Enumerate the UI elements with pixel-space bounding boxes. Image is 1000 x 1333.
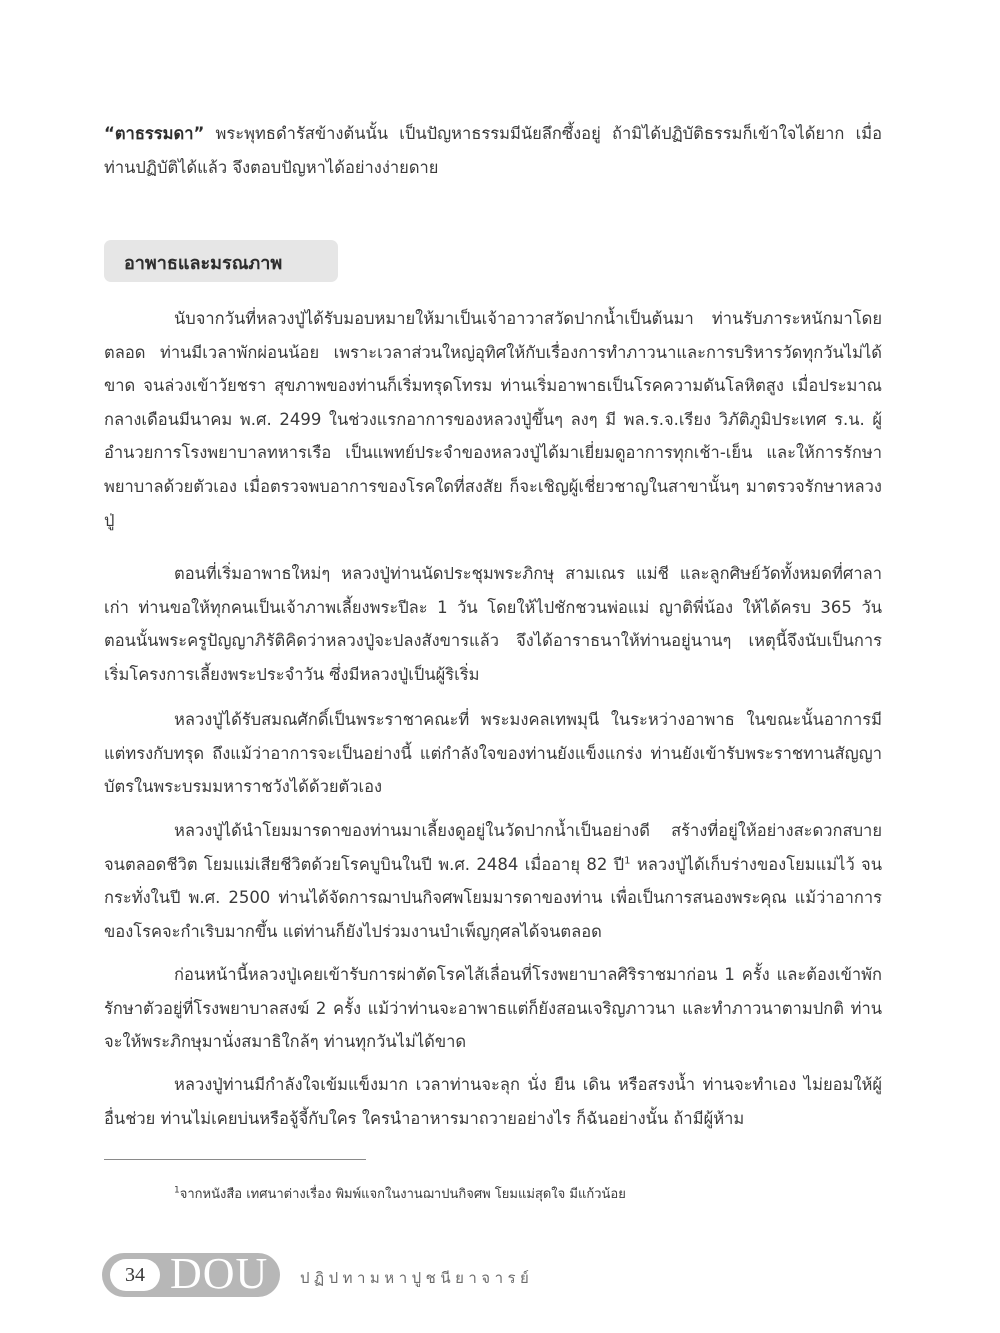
paragraph-1: นับจากวันที่หลวงปู่ได้รับมอบหมายให้มาเป็นเจ้าอาวาสวัดปากน้ำเป็นต้นมา ท่านรับภาระหนักมาโดยตลอด ท่านมีเวลาพักผ่อนน้อย เพราะเวลาส่วนใหญ่อุทิศให้กับเรื่องการทำภาวนาและการบริหารวัดทุกวันไม่ได้ขาด จนล่วงเข้าวัยชรา สุขภาพของท่านก็เริ่มทรุดโทรม ท่านเริ่มอาพาธเป็นโรคความดันโลหิตสูง เมื่อประมาณกลางเดือนมีนาคม พ.ศ. 2499 ในช่วงแรกอาการของหลวงปู่ขึ้นๆ ลงๆ มี พล.ร.จ.เรียง วิภัติภูมิประเทศ ร.น. ผู้อำนวยการโรงพยาบาลทหารเรือ เป็นแพทย์ประจำของหลวงปู่ได้มาเยี่ยมดูอาการทุกเช้า-เย็น และให้การรักษาพยาบาลด้วยตัวเอง เมื่อตรวจพบอาการของโรคใดที่สงสัย ก็จะเชิญผู้เชี่ยวชาญในสาขานั้นๆ มาตรวจรักษาหลวงปู่ (104, 309, 882, 530)
paragraph-3: หลวงปู่ได้รับสมณศักดิ์เป็นพระราชาคณะที่ พระมงคลเทพมุนี ในระหว่างอาพาธ ในขณะนั้นอาการมีแต่ทรงกับทรุด ถึงแม้ว่าอาการจะเป็นอย่างนี้ แต่กำลังใจของท่านยังแข็งแกร่ง ท่านยังเข้ารับพระราชทานสัญญาบัตรในพระบรมมหาราชวังได้ด้วยตัวเอง (104, 710, 882, 797)
footnote-text: จากหนังสือ เทศนาต่างเรื่อง พิมพ์แจกในงานฌาปนกิจศพ โยมแม่สุดใจ มีแก้วน้อย (179, 1187, 626, 1202)
footnote (174, 1183, 626, 1204)
book-title: ปฏิปทามหาปูชนียาจารย์ (300, 1269, 534, 1287)
page-number: 34 (110, 1259, 160, 1291)
paragraph-4 (104, 814, 882, 948)
paragraph-2: ตอนที่เริ่มอาพาธใหม่ๆ หลวงปู่ท่านนัดประชุมพระภิกษุ สามเณร แม่ชี และลูกศิษย์วัดทั้งหมดที่ศาลาเก่า ท่านขอให้ทุกคนเป็นเจ้าภาพเลี้ยงพระปีละ 1 วัน โดยให้ไปชักชวนพ่อแม่ ญาติพี่น้อง ให้ได้ครบ 365 วัน ตอนนั้นพระครูปัญญาภิรัติคิดว่าหลวงปู่จะปลงสังขารแล้ว จึงได้อาราธนาให้ท่านอยู่นานๆ เหตุนี้จึงนับเป็นการเริ่มโครงการเลี้ยงพระประจำวัน ซึ่งมีหลวงปู่เป็นผู้ริเริ่ม (104, 564, 882, 684)
paragraph-4-text-b: หลวงปู่ได้เก็บร่างของโยมแม่ไว้ จนกระทั่งในปี พ.ศ. 2500 ท่านได้จัดการฌาปนกิจศพโยมมารดาของท่าน เพื่อเป็นการสนองพระคุณ แม้ว่าอาการของโรคจะกำเริบมากขึ้น แต่ท่านก็ยังไปร่วมงานบำเพ็ญกุศลได้จนตลอด (104, 854, 883, 941)
footnote-divider (104, 1159, 366, 1160)
intro-paragraph (104, 117, 882, 184)
dou-logo: DOU (170, 1249, 269, 1298)
intro-term: “ตาธรรมดา” (104, 124, 205, 143)
section-heading-box (104, 240, 338, 282)
paragraph-6: หลวงปู่ท่านมีกำลังใจเข้มแข็งมาก เวลาท่านจะลุก นั่ง ยืน เดิน หรือสรงน้ำ ท่านจะทำเอง ไม่ยอมให้ผู้อื่นช่วย ท่านไม่เคยบ่นหรือจู้จี้กับใคร ใครนำอาหารมาถวายอย่างไร ก็ฉันอย่างนั้น ถ้ามีผู้ห้าม (104, 1075, 882, 1128)
paragraph-5: ก่อนหน้านี้หลวงปู่เคยเข้ารับการผ่าตัดโรคไส้เลื่อนที่โรงพยาบาลศิริราชมาก่อน 1 ครั้ง และต้องเข้าพักรักษาตัวอยู่ที่โรงพยาบาลสงฆ์ 2 ครั้ง แม้ว่าท่านจะอาพาธแต่ก็ยังสอนเจริญภาวนา และทำภาวนาตามปกติ ท่านจะให้พระภิกษุมานั่งสมาธิใกล้ๆ ท่านทุกวันไม่ได้ขาด (104, 965, 882, 1052)
footnote-reference: 1 (624, 855, 631, 867)
intro-text: พระพุทธดำรัสข้างต้นนั้น เป็นปัญหาธรรมมีนัยลึกซึ้งอยู่ ถ้ามิได้ปฏิบัติธรรมก็เข้าใจได้ยาก เมื่อท่านปฏิบัติได้แล้ว จึงตอบปัญหาได้อย่างง่ายดาย (104, 124, 882, 177)
footnote-marker: 1 (174, 1185, 180, 1196)
paragraph-4-text-a: หลวงปู่ได้นำโยมมารดาของท่านมาเลี้ยงดูอยู่ในวัดปากน้ำเป็นอย่างดี สร้างที่อยู่ให้อย่างสะดวกสบายจนตลอดชีวิต โยมแม่เสียชีวิตด้วยโรคบูบินในปี พ.ศ. 2484 เมื่ออายุ 82 ปี (104, 821, 882, 874)
section-heading: อาพาธและมรณภาพ (124, 253, 283, 274)
